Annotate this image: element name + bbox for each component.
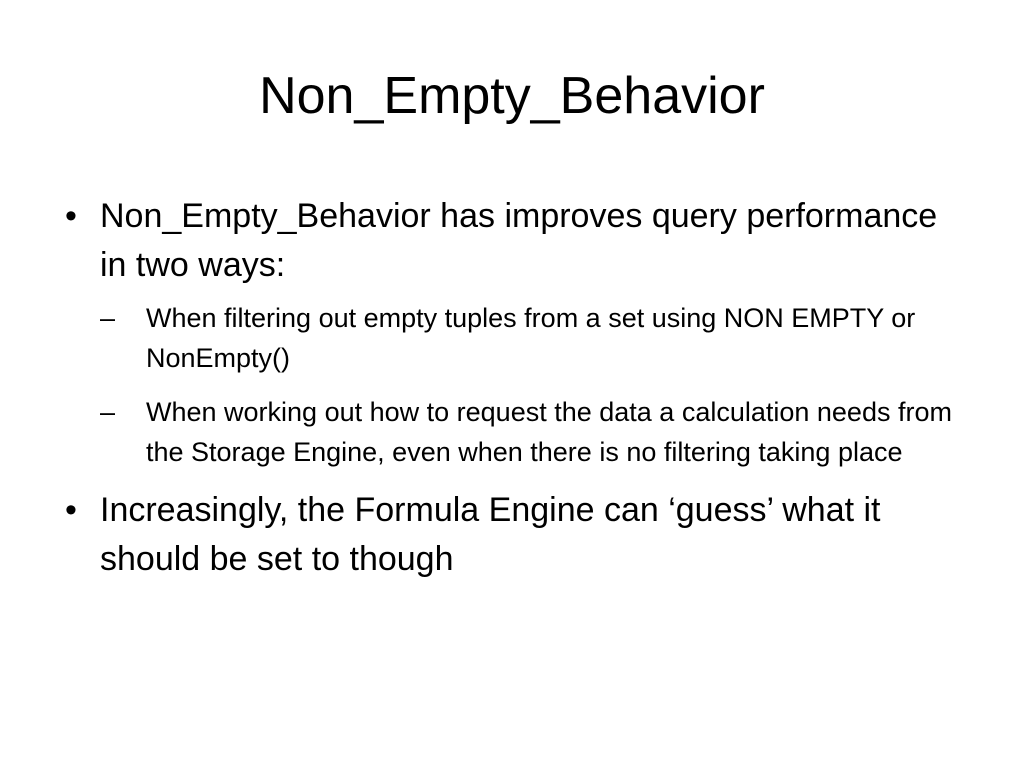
sub-bullet-marker: –: [100, 303, 116, 333]
bullet-item: [56, 192, 956, 290]
sub-bullet-marker: –: [100, 397, 116, 427]
bullet-text: Increasingly, the Formula Engine can ‘guess’ what it should be set to though: [100, 491, 881, 578]
sub-bullet-item: [100, 298, 956, 378]
bullet-item: [56, 486, 956, 584]
sub-bullet-item: [100, 392, 956, 472]
slide-content: [56, 192, 956, 592]
bullet-text: Non_Empty_Behavior has improves query performance in two ways:: [100, 197, 938, 284]
sub-bullet-text: When filtering out empty tuples from a set using NON EMPTY or NonEmpty(): [146, 303, 916, 373]
sub-bullet-text: When working out how to request the data a calculation needs from the Storage Engine, even when there is no filtering taking place: [146, 397, 952, 467]
slide-title: Non_Empty_Behavior: [259, 67, 765, 125]
bullet-marker: •: [65, 197, 77, 235]
bullet-marker: •: [65, 491, 77, 529]
